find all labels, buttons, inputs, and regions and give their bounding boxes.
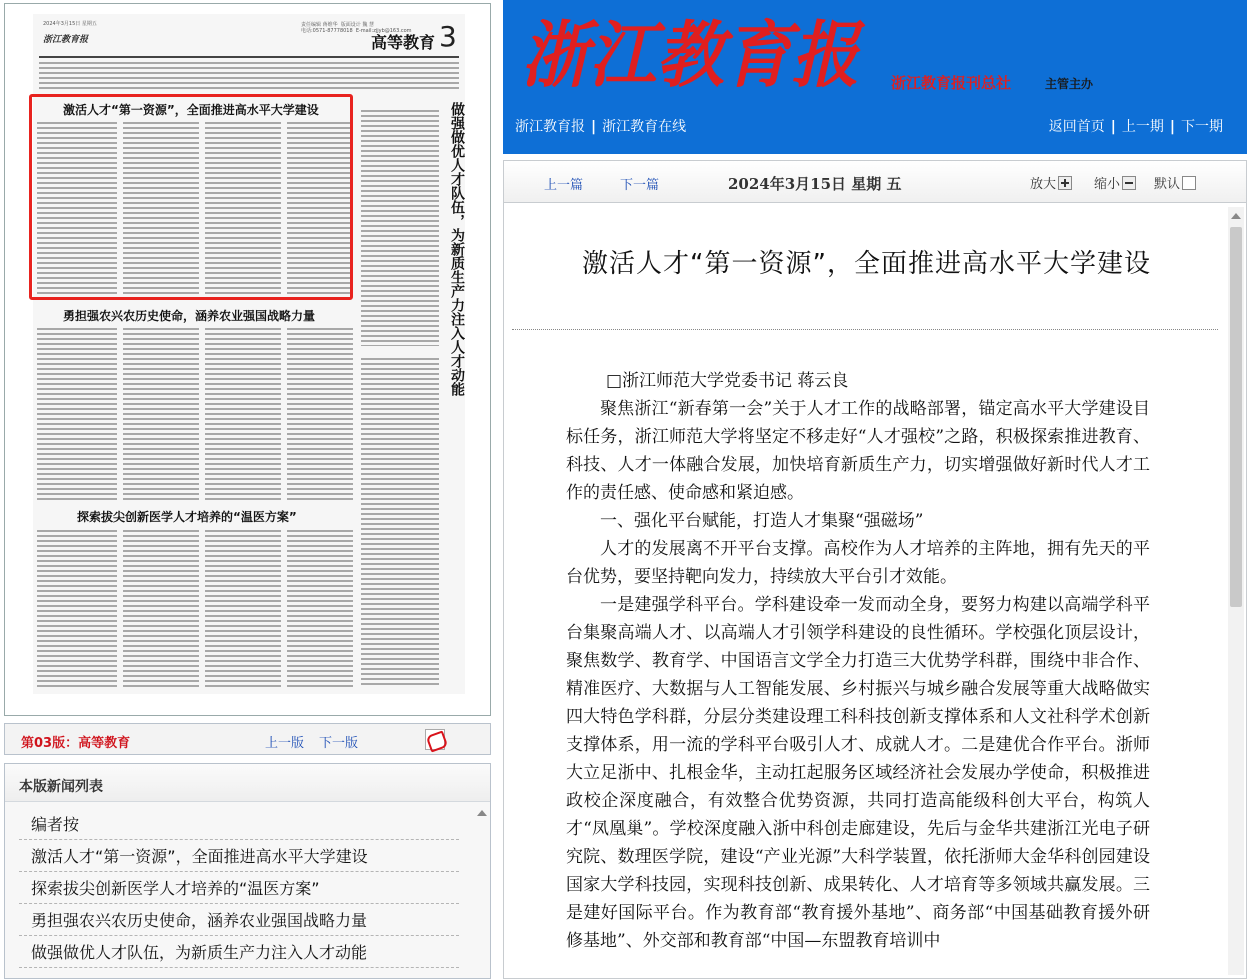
masthead-logo-glyphs: 浙江教育报 bbox=[521, 12, 866, 97]
prev-issue-link[interactable]: 上一期 bbox=[1121, 119, 1164, 135]
thumbnail-text-block bbox=[205, 328, 281, 502]
checkbox-icon[interactable] bbox=[1182, 176, 1196, 190]
thumbnail-headline-3[interactable]: 探索拔尖创新医学人才培养的“温医方案” bbox=[77, 510, 297, 524]
news-list-header bbox=[5, 764, 490, 802]
site-banner bbox=[503, 0, 1247, 154]
thumbnail-intro-text bbox=[39, 62, 459, 90]
link-zjjyzx[interactable]: 浙江教育在线 bbox=[602, 119, 687, 135]
article-byline: □浙江师范大学党委书记 蒋云良 bbox=[605, 371, 849, 391]
article-toolbar bbox=[503, 160, 1247, 202]
article-scrollbar[interactable] bbox=[1228, 207, 1244, 975]
thumbnail-headline-2[interactable]: 勇担强农兴农历史使命，涵养农业强国战略力量 bbox=[63, 309, 316, 323]
page-thumbnail-frame[interactable] bbox=[4, 3, 491, 716]
news-list-scrollbar[interactable] bbox=[476, 808, 488, 976]
home-link[interactable]: 返回首页 bbox=[1048, 119, 1105, 135]
thumbnail-page-number: 3 bbox=[439, 20, 457, 53]
thumbnail-text-block bbox=[287, 530, 353, 690]
banner-site-links bbox=[515, 116, 686, 136]
thumbnail-logo: 浙江教育报 bbox=[43, 35, 89, 45]
article-title: 激活人才“第一资源”，全面推进高水平大学建设 bbox=[582, 249, 1151, 279]
right-panel bbox=[503, 0, 1247, 979]
link-separator: | bbox=[591, 119, 597, 135]
news-list-panel bbox=[4, 763, 491, 979]
banner-issue-nav bbox=[1049, 116, 1223, 136]
thumbnail-headline-1[interactable]: 激活人才“第一资源”，全面推进高水平大学建设 bbox=[63, 103, 319, 117]
thumbnail-text-block bbox=[37, 328, 117, 502]
edition-bar bbox=[4, 723, 491, 755]
article-divider bbox=[512, 329, 1218, 330]
left-panel bbox=[0, 0, 498, 979]
thumbnail-text-block bbox=[123, 328, 199, 502]
next-article-link[interactable]: 下一篇 bbox=[620, 178, 660, 193]
plus-icon[interactable] bbox=[1058, 176, 1072, 190]
nav-separator: | bbox=[1110, 119, 1116, 135]
thumbnail-section-title: 高等教育 bbox=[371, 33, 436, 52]
thumbnail-headline-vertical[interactable]: 做强做优人才队伍，为新质生产力注入人才动能 bbox=[449, 102, 465, 396]
issue-date: 2024年3月15日 星期 五 bbox=[728, 175, 902, 193]
article-paragraph: 一是建强学科平台。学科建设牵一发而动全身，要努力构建以高端学科平台集聚高端人才、以高端人才引领学科建设的良性循环。学校强化顶层设计，聚焦数学、教育学、中国语言文学全力打造三大优势学科群，围绕中非合作、精准医疗、大数据与人工智能发展、乡村振兴与城乡融合发展等重大战略做实四大特色学科群，分层分类建设理工科科技创新支撑体系和人文社科学术创新支撑体系，用一流的学科平台吸引人才、成就人才。二是建优合作平台。浙师大立足浙中、扎根金华，主动扛起服务区域经济社会发展办学使命，积极推进政校企深度融合，有效整合优势资源，共同打造高能级科创大平台，构筑人才“凤凰巢”。学校深度融入浙中科创走廊建设，先后与金华共建浙江光电子研究院、数理医学院，建设“产业光源”大科学装置，依托浙师大金华科创园建设国家大学科技园，实现科技创新、成果转化、人才培育等多领域共赢发展。三是建好国际平台。作为教育部“教育援外基地”、商务部“中国基础教育援外研修基地”、外交部和教育部“中国—东盟教育培训中 bbox=[566, 595, 1150, 951]
masthead-logo-text bbox=[517, 8, 867, 100]
news-list-item[interactable]: 勇担强农兴农历史使命，涵养农业强国战略力量 bbox=[19, 904, 459, 936]
thumbnail-date: 2024年3月15日 星期五 bbox=[43, 21, 97, 27]
zoom-in-label: 放大 bbox=[1030, 177, 1057, 192]
zoom-default-button[interactable] bbox=[1154, 173, 1196, 192]
article-paragraph: 一、强化平台赋能，打造人才集聚“强磁场” bbox=[600, 511, 924, 531]
scrollbar-thumb[interactable] bbox=[1230, 227, 1242, 607]
scroll-up-icon[interactable] bbox=[477, 810, 487, 816]
article-paragraph: 人才的发展离不开平台支撑。高校作为人才培养的主阵地，拥有先天的平台优势，要坚持靶向发力，持续放大平台引才效能。 bbox=[566, 539, 1150, 587]
news-list-item[interactable]: 探索拔尖创新医学人才培养的“温医方案” bbox=[19, 872, 459, 904]
news-list-title: 本版新闻列表 bbox=[19, 779, 103, 795]
edition-name: 第03版：高等教育 bbox=[21, 736, 131, 751]
scroll-up-icon[interactable] bbox=[1231, 213, 1241, 219]
zoom-default-label: 默认 bbox=[1154, 177, 1181, 192]
zoom-out-label: 缩小 bbox=[1094, 177, 1121, 192]
publisher-suffix: 主管主办 bbox=[1045, 77, 1094, 91]
news-list-item[interactable]: 做强做优人才队伍，为新质生产力注入人才动能 bbox=[19, 936, 459, 968]
thumbnail-masthead bbox=[39, 18, 459, 58]
news-list-item[interactable]: 编者按 bbox=[19, 808, 459, 840]
nav-separator: | bbox=[1169, 119, 1175, 135]
zoom-out-button[interactable] bbox=[1094, 173, 1136, 192]
thumbnail-text-block bbox=[123, 530, 199, 690]
thumbnail-text-block bbox=[205, 530, 281, 690]
prev-edition-link[interactable]: 上一版 bbox=[265, 736, 305, 751]
minus-icon[interactable] bbox=[1122, 176, 1136, 190]
thumbnail-text-block bbox=[37, 530, 117, 690]
thumbnail-meta: 责任编辑 蒋维华 版面设计 魏 慧 电话:0571-87778018 E-mail:zjjyb@163.com bbox=[301, 22, 412, 34]
article-paragraph: 聚焦浙江“新春第一会”关于人才工作的战略部署，锚定高水平大学建设目标任务，浙江师范大学将坚定不移走好“人才强校”之路，积极探索推进教育、科技、人才一体融合发展，加快培育新质生产力，切实增强做好新时代人才工作的责任感、使命感和紧迫感。 bbox=[566, 399, 1150, 503]
news-list-items bbox=[19, 808, 459, 968]
thumbnail-text-block bbox=[361, 358, 439, 688]
article-panel bbox=[503, 202, 1247, 979]
prev-article-link[interactable]: 上一篇 bbox=[544, 178, 584, 193]
next-issue-link[interactable]: 下一期 bbox=[1181, 119, 1223, 135]
masthead-logo[interactable] bbox=[517, 8, 867, 100]
news-list-item[interactable]: 激活人才“第一资源”，全面推进高水平大学建设 bbox=[19, 840, 459, 872]
pdf-icon[interactable] bbox=[425, 729, 445, 750]
thumbnail-text-block bbox=[361, 110, 439, 346]
selected-article-highlight[interactable] bbox=[29, 94, 353, 300]
next-edition-link[interactable]: 下一版 bbox=[319, 736, 359, 751]
article-body bbox=[566, 367, 1150, 955]
publisher-name: 浙江教育报刊总社 bbox=[891, 74, 1012, 92]
zoom-in-button[interactable] bbox=[1030, 173, 1072, 192]
thumbnail-text-block bbox=[287, 328, 353, 502]
link-zjjyb[interactable]: 浙江教育报 bbox=[515, 119, 585, 135]
